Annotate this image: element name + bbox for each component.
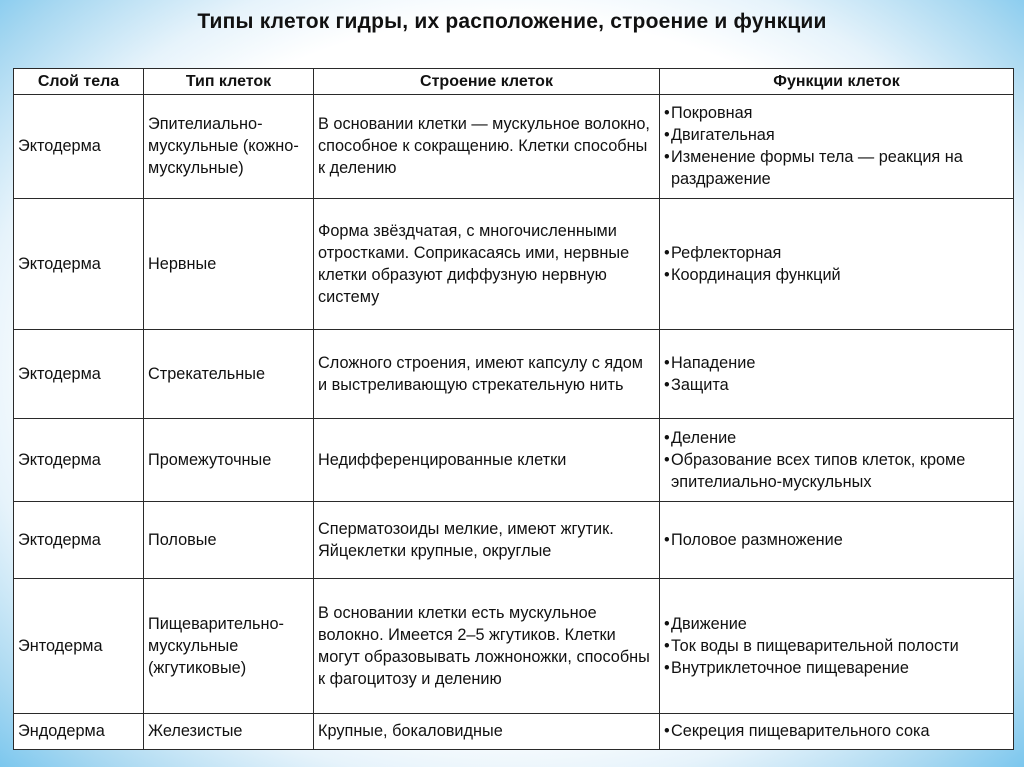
cell-type: Стрекательные [144,329,314,419]
cell-layer: Эктодерма [14,95,144,199]
functions-list [664,427,1009,493]
functions-list [664,242,1009,286]
list-item: • Нападение [664,352,1009,374]
list-item: • Движение [664,613,1009,635]
list-item: • Секреция пищеварительного сока [664,720,1009,742]
list-item: • Изменение формы тела — реакция на раздражение [664,146,1009,190]
table-row [14,578,1014,713]
cell-functions [660,578,1014,713]
cell-structure: Недифференцированные клетки [314,419,660,502]
cell-functions [660,198,1014,329]
header-cell-type: Тип клеток [144,69,314,95]
table-row [14,198,1014,329]
table-row [14,502,1014,579]
table-row [14,419,1014,502]
list-item: • Рефлекторная [664,242,1009,264]
functions-list [664,352,1009,396]
cell-type: Половые [144,502,314,579]
list-item: • Ток воды в пищеварительной полости [664,635,1009,657]
header-functions: Функции клеток [660,69,1014,95]
slide-title: Типы клеток гидры, их расположение, строение и функции [197,10,827,33]
list-item: • Двигательная [664,124,1009,146]
cell-functions [660,502,1014,579]
cell-type: Пищеварительно-мускульные (жгутиковые) [144,578,314,713]
table-row [14,713,1014,749]
cell-structure: В основании клетки — мускульное волокно, способное к сокращению. Клетки способны к делению [314,95,660,199]
cell-type: Железистые [144,713,314,749]
table-row [14,329,1014,419]
table-row [14,95,1014,199]
cell-functions [660,95,1014,199]
cell-structure: Сперматозоиды мелкие, имеют жгутик. Яйцеклетки крупные, округлые [314,502,660,579]
list-item: • Половое размножение [664,529,1009,551]
cell-layer: Эктодерма [14,198,144,329]
cell-structure: В основании клетки есть мускульное волокно. Имеется 2–5 жгутиков. Клетки могут образовывать ложноножки, способны к фагоцитозу и делению [314,578,660,713]
hydra-cells-table [13,68,1014,750]
cell-layer: Эктодерма [14,329,144,419]
table-header-row [14,69,1014,95]
list-item: • Защита [664,374,1009,396]
cell-type: Промежуточные [144,419,314,502]
functions-list [664,102,1009,190]
functions-list [664,613,1009,679]
cell-layer: Энтодерма [14,578,144,713]
list-item: • Внутриклеточное пищеварение [664,657,1009,679]
cell-type: Нервные [144,198,314,329]
cell-functions [660,713,1014,749]
cell-structure: Форма звёздчатая, с многочисленными отростками. Соприкасаясь ими, нервные клетки образуют диффузную нервную систему [314,198,660,329]
cell-layer: Эндодерма [14,713,144,749]
cell-functions [660,329,1014,419]
list-item: • Координация функций [664,264,1009,286]
cell-layer: Эктодерма [14,502,144,579]
list-item: • Деление [664,427,1009,449]
cell-functions [660,419,1014,502]
cell-structure: Крупные, бокаловидные [314,713,660,749]
functions-list [664,720,1009,742]
cell-type: Эпителиально-мускульные (кожно-мускульные) [144,95,314,199]
header-structure: Строение клеток [314,69,660,95]
list-item: • Покровная [664,102,1009,124]
header-layer: Слой тела [14,69,144,95]
cell-layer: Эктодерма [14,419,144,502]
cell-structure: Сложного строения, имеют капсулу с ядом и выстреливающую стрекательную нить [314,329,660,419]
functions-list [664,529,1009,551]
list-item: • Образование всех типов клеток, кроме эпителиально-мускульных [664,449,1009,493]
